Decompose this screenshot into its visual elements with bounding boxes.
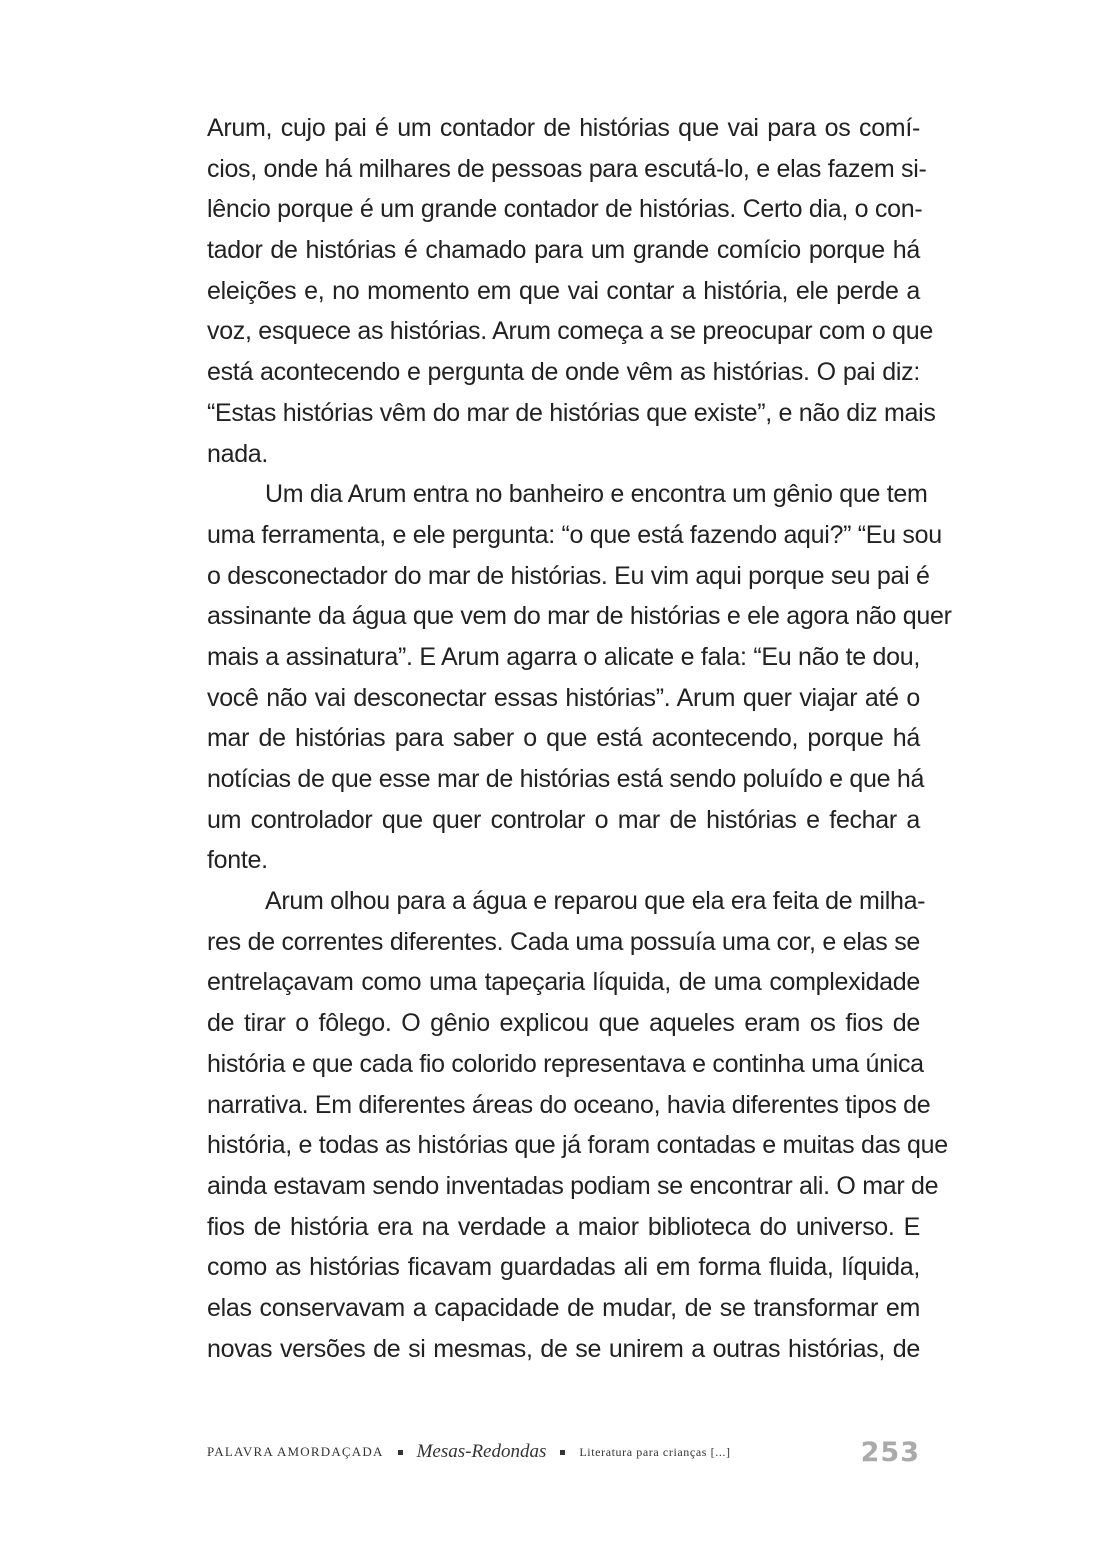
body-text (207, 108, 952, 1369)
text-line: um controlador que quer controlar o mar de histórias e fechar a (207, 805, 920, 834)
series-title: PALAVRA AMORDAÇADA (207, 1444, 384, 1459)
text-line: ainda estavam sendo inventadas podiam se encontrar ali. O mar de (207, 1171, 939, 1200)
text-line: história, e todas as histórias que já foram contadas e muitas das que (207, 1131, 948, 1160)
text-line: voz, esquece as histórias. Arum começa a se preocupar com o que (207, 317, 933, 346)
text-line: o desconectador do mar de histórias. Eu vim aqui porque seu pai é (207, 561, 930, 590)
paragraph-start-line: Um dia Arum entra no banheiro e encontra um gênio que tem (265, 480, 928, 509)
page-footer (207, 1432, 920, 1472)
text-line: res de correntes diferentes. Cada uma possuía uma cor, e elas se (207, 927, 920, 956)
text-line: fios de história era na verdade a maior biblioteca do universo. E (207, 1212, 920, 1241)
text-line: entrelaçavam como uma tapeçaria líquida, de uma complexidade (207, 968, 920, 997)
text-line: nada. (207, 439, 269, 468)
chapter-title: Literatura para crianças [...] (579, 1444, 731, 1459)
text-line: fonte. (207, 846, 268, 875)
volume-subtitle: Mesas-Redondas (416, 1441, 547, 1462)
text-line: está acontecendo e pergunta de onde vêm as histórias. O pai diz: (207, 358, 920, 387)
text-line: notícias de que esse mar de histórias está sendo poluído e que há (207, 765, 925, 793)
text-line: novas versões de si mesmas, de se unirem a outras histórias, de (207, 1334, 920, 1363)
text-line: narrativa. Em diferentes áreas do oceano, havia diferentes tipos de (207, 1090, 931, 1119)
paragraph-start-line: Arum olhou para a água e reparou que ela era feita de milha- (265, 887, 926, 916)
text-line: eleições e, no momento em que vai contar a história, ele perde a (207, 276, 920, 305)
text-line: “Estas histórias vêm do mar de histórias que existe”, e não diz mais (207, 398, 936, 427)
text-line: lêncio porque é um grande contador de histórias. Certo dia, o con- (207, 195, 923, 224)
page-number: 253 (860, 1436, 920, 1468)
text-line: de tirar o fôlego. O gênio explicou que aqueles eram os fios de (207, 1009, 920, 1038)
text-line: uma ferramenta, e ele pergunta: “o que está fazendo aqui?” “Eu sou (207, 520, 942, 549)
text-line: mais a assinatura”. E Arum agarra o alicate e fala: “Eu não te dou, (207, 642, 920, 671)
bullet-separator (560, 1450, 565, 1455)
text-line: assinante da água que vem do mar de histórias e ele agora não quer (207, 602, 952, 631)
text-line: cios, onde há milhares de pessoas para escutá-lo, e elas fazem si- (207, 154, 927, 183)
text-line: elas conservavam a capacidade de mudar, de se transformar em (207, 1293, 920, 1322)
running-footer (207, 1441, 731, 1463)
bullet-separator (398, 1450, 403, 1455)
text-line: tador de histórias é chamado para um grande comício porque há (207, 236, 920, 265)
text-line: como as histórias ficavam guardadas ali em forma fluida, líquida, (207, 1253, 920, 1282)
text-line: Arum, cujo pai é um contador de histórias que vai para os comí- (207, 114, 920, 142)
text-line: história e que cada fio colorido representava e continha uma única (207, 1049, 924, 1078)
text-line: você não vai desconectar essas histórias”. Arum quer viajar até o (207, 683, 920, 712)
text-line: mar de histórias para saber o que está acontecendo, porque há (207, 724, 920, 753)
